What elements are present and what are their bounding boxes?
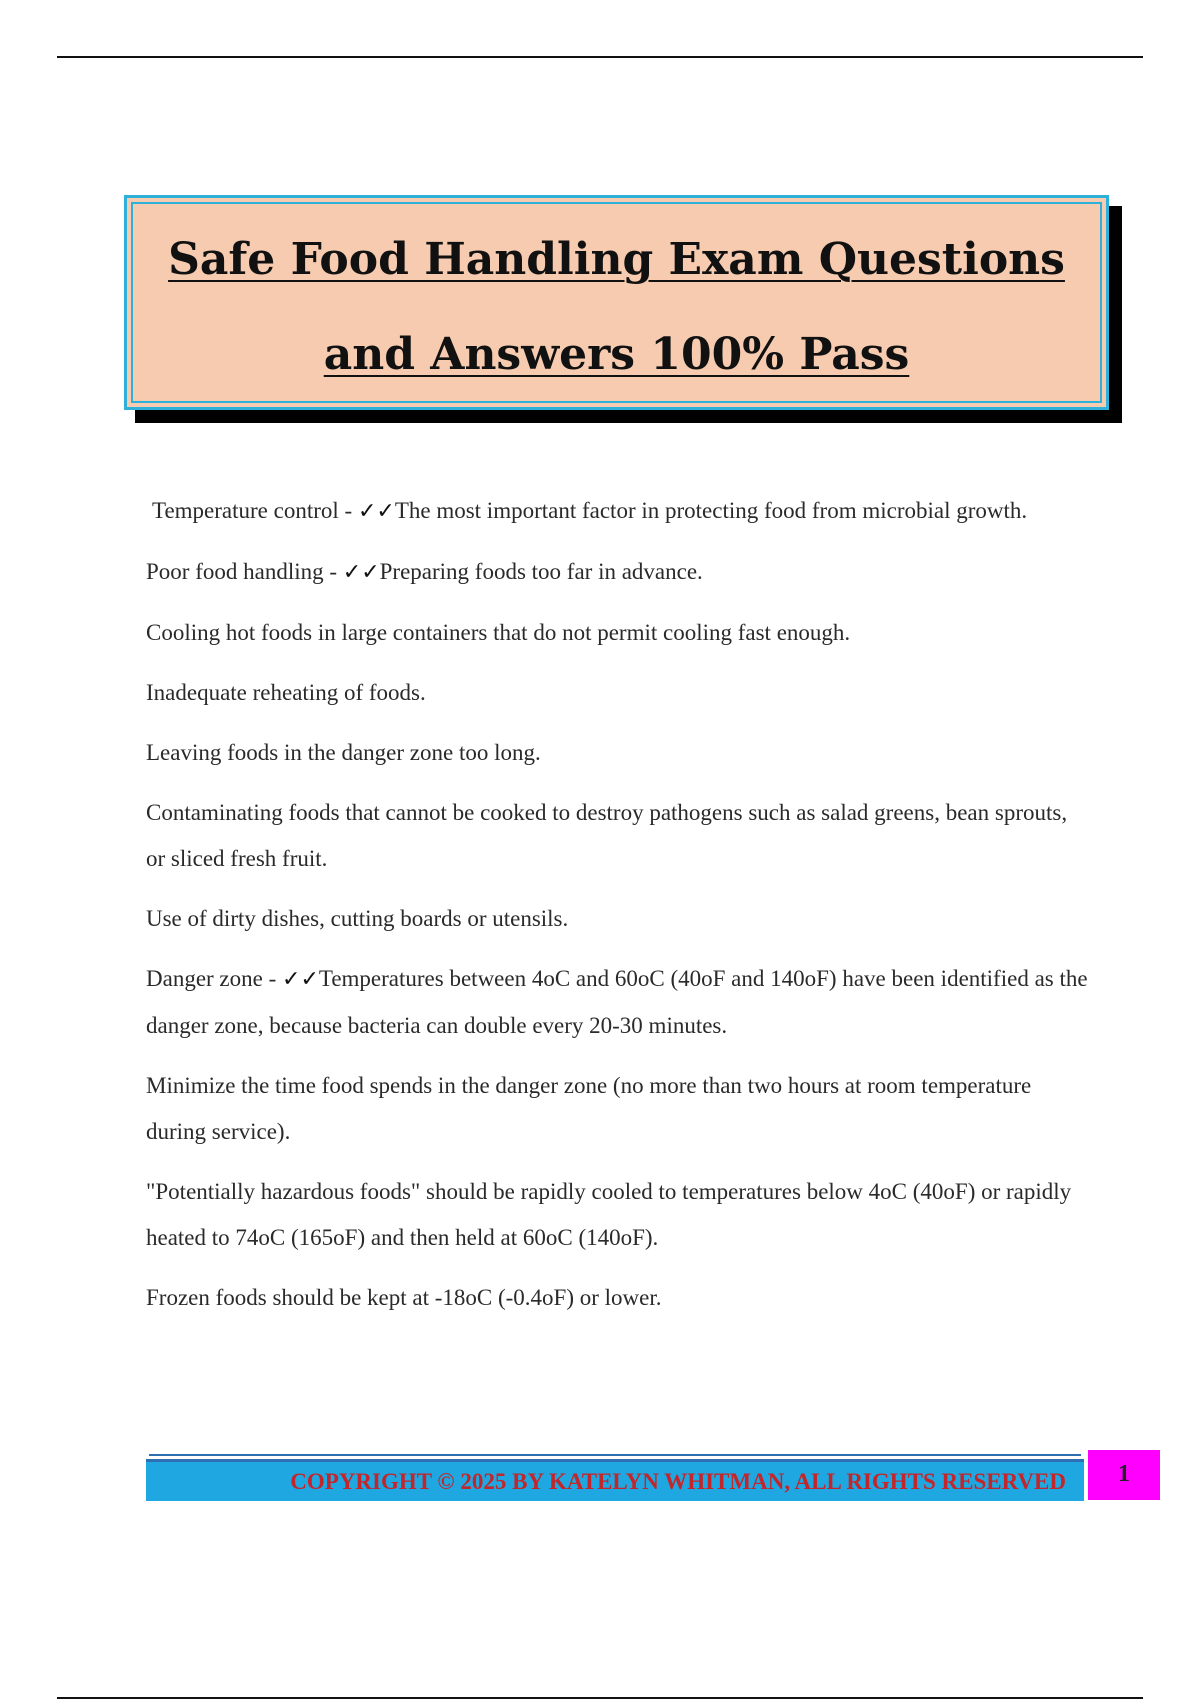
entry-term: Poor food handling - <box>146 559 343 584</box>
entry-text: Inadequate reheating of foods. <box>146 680 426 705</box>
title-line-1: Safe Food Handling Exam Questions <box>168 234 1065 285</box>
double-check-icon: ✓✓ <box>282 967 319 992</box>
qa-entry-danger-zone <box>146 956 1091 1049</box>
entry-text: Leaving foods in the danger zone too long. <box>146 740 541 765</box>
qa-content <box>146 488 1091 1335</box>
entry-term: Danger zone - <box>146 966 283 991</box>
copyright-notice: COPYRIGHT © 2025 BY KATELYN WHITMAN, ALL RIGHTS RESERVED <box>290 1469 1066 1494</box>
qa-entry-temperature-control <box>146 488 1091 535</box>
entry-answer: Preparing foods too far in advance. <box>379 559 703 584</box>
qa-entry-poor-food-handling <box>146 549 1091 596</box>
double-check-icon: ✓✓ <box>342 560 380 585</box>
entry-text: Use of dirty dishes, cutting boards or utensils. <box>146 906 569 931</box>
entry-text: Minimize the time food spends in the danger zone (no more than two hours at room temperature during service). <box>146 1073 1032 1144</box>
entry-text: Frozen foods should be kept at -18oC (-0.4oF) or lower. <box>146 1285 662 1310</box>
title-box <box>124 195 1109 410</box>
title-line-2: and Answers 100% Pass <box>323 329 910 380</box>
entry-answer: Temperatures between 4oC and 60oC (40oF and 140oF) have been identified as the danger zone, because bacteria can double every 20-30 minutes. <box>146 966 1088 1038</box>
entry-term: Temperature control - <box>152 498 358 523</box>
entry-answer: The most important factor in protecting food from microbial growth. <box>394 498 1028 523</box>
footer-bar <box>146 1459 1084 1501</box>
entry-text: Cooling hot foods in large containers that do not permit cooling fast enough. <box>146 620 851 645</box>
entry-text: "Potentially hazardous foods" should be rapidly cooled to temperatures below 4oC (40oF) or rapidly heated to 74oC (165oF) and then held at 60oC (140oF). <box>146 1179 1072 1250</box>
page-number: 1 <box>1118 1461 1130 1487</box>
page-number-box <box>1088 1450 1160 1500</box>
document-title <box>127 212 1106 402</box>
entry-text: Contaminating foods that cannot be cooked to destroy pathogens such as salad greens, bean sprouts, or sliced fresh fruit. <box>146 800 1068 871</box>
top-rule <box>57 56 1143 58</box>
bottom-rule <box>57 1697 1143 1699</box>
double-check-icon: ✓✓ <box>357 499 395 524</box>
